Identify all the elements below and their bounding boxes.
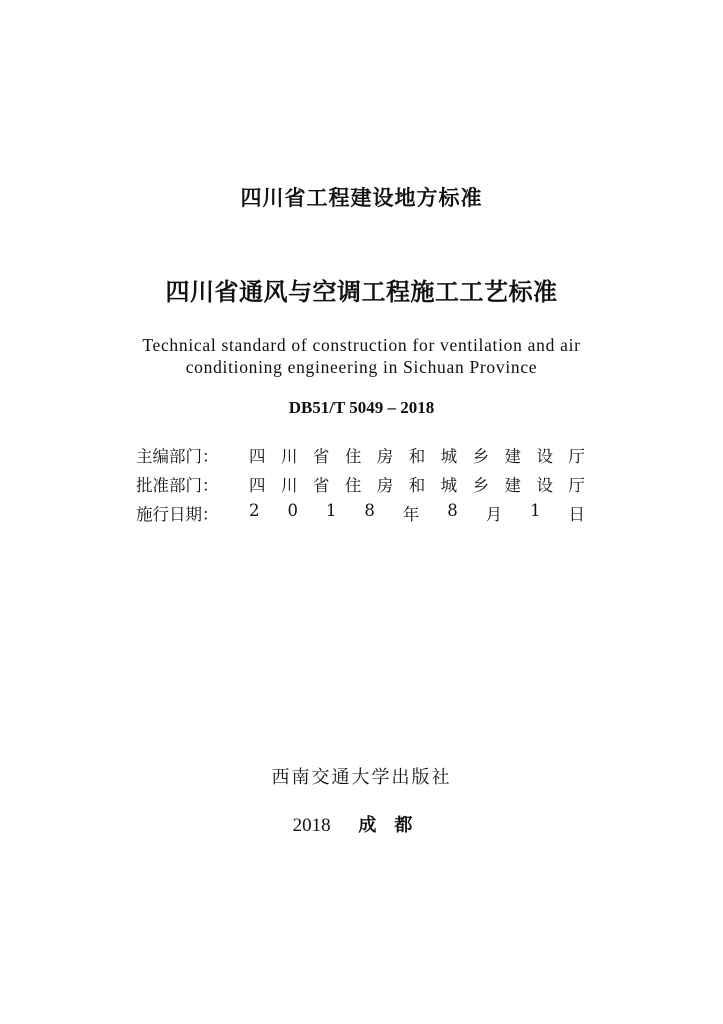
info-value bbox=[249, 501, 585, 525]
info-value-char: 1 bbox=[325, 500, 337, 520]
info-value-char: 建 bbox=[504, 446, 521, 466]
info-value-char: 乡 bbox=[472, 475, 490, 495]
info-value bbox=[249, 472, 585, 496]
info-label: 施行日期： bbox=[136, 504, 219, 524]
info-value-char: 省 bbox=[312, 446, 330, 466]
imprint-city: 成都 bbox=[358, 815, 431, 836]
english-title-line-2: conditioning engineering in Sichuan Province bbox=[185, 357, 538, 377]
info-label: 主编部门： bbox=[136, 446, 219, 466]
info-value-char: 房 bbox=[376, 446, 394, 466]
english-title-line-1: Technical standard of construction for ventilation and air bbox=[142, 335, 581, 355]
info-value-char: 乡 bbox=[472, 446, 490, 466]
info-value-char: 8 bbox=[364, 500, 375, 520]
info-label: 批准部门： bbox=[136, 475, 219, 495]
info-value-char: 房 bbox=[376, 475, 394, 495]
english-title bbox=[0, 334, 723, 378]
info-value bbox=[249, 443, 585, 467]
standard-code: DB51/T 5049 – 2018 bbox=[288, 398, 435, 417]
info-table bbox=[136, 440, 585, 527]
info-value-char: 四 bbox=[249, 446, 266, 466]
info-value-char: 川 bbox=[280, 446, 298, 466]
info-value-char: 年 bbox=[402, 504, 420, 524]
info-row-chief-department bbox=[136, 440, 585, 469]
publisher: 西南交通大学出版社 bbox=[271, 767, 452, 788]
imprint-line bbox=[0, 811, 723, 837]
info-row-effective-date bbox=[136, 498, 585, 527]
info-value-char: 设 bbox=[536, 475, 553, 495]
info-value-char: 四 bbox=[249, 475, 266, 495]
info-row-approval-department bbox=[136, 469, 585, 498]
info-value-char: 0 bbox=[287, 500, 298, 520]
info-value-char: 住 bbox=[344, 446, 362, 466]
info-value-char: 住 bbox=[344, 475, 362, 495]
info-value-char: 日 bbox=[568, 504, 585, 524]
info-value-char: 城 bbox=[440, 446, 458, 466]
info-value-char: 建 bbox=[504, 475, 521, 495]
info-value-char: 川 bbox=[280, 475, 298, 495]
info-value-char: 省 bbox=[312, 475, 330, 495]
info-value-char: 8 bbox=[447, 500, 458, 520]
info-value-char: 设 bbox=[536, 446, 553, 466]
imprint-year: 2018 bbox=[292, 815, 331, 836]
info-value-char: 1 bbox=[530, 500, 541, 520]
info-value-char: 和 bbox=[408, 446, 426, 466]
info-value-char: 2 bbox=[249, 500, 260, 520]
info-value-char: 厅 bbox=[568, 446, 585, 466]
series-title: 四川省工程建设地方标准 bbox=[240, 186, 483, 210]
info-value-char: 月 bbox=[485, 504, 503, 524]
info-value-char: 城 bbox=[440, 475, 458, 495]
info-value-char: 厅 bbox=[568, 475, 585, 495]
document-title: 四川省通风与空调工程施工工艺标准 bbox=[165, 278, 558, 306]
info-value-char: 和 bbox=[408, 475, 426, 495]
